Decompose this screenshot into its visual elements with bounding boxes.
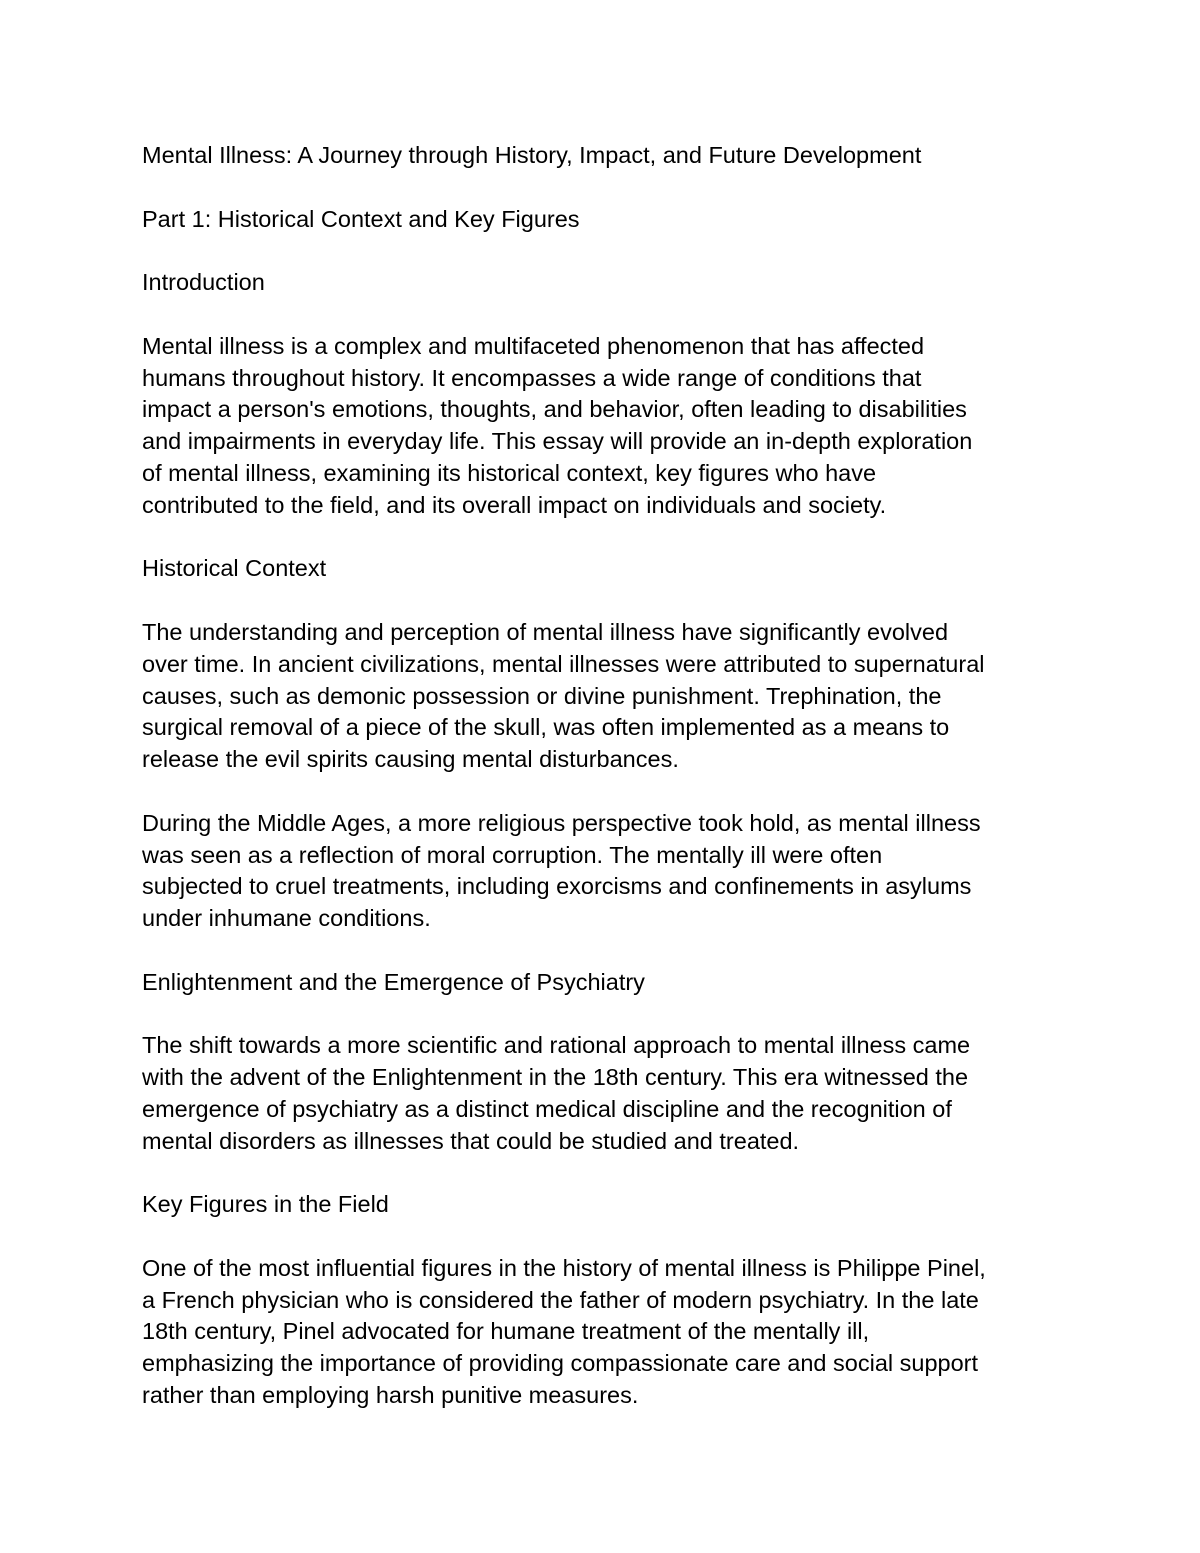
spacer (142, 235, 1082, 267)
paragraph-line: 18th century, Pinel advocated for humane treatment of the mentally ill, (142, 1318, 870, 1345)
paragraph-line: The understanding and perception of mental illness have significantly evolved (142, 618, 949, 645)
spacer (142, 1221, 1082, 1253)
paragraph-line: emergence of psychiatry as a distinct medical discipline and the recognition of (142, 1095, 952, 1122)
spacer (142, 522, 1082, 554)
paragraph-line: emphasizing the importance of providing compassionate care and social support (142, 1350, 979, 1377)
paragraph-line: impact a person's emotions, thoughts, and behavior, often leading to disabilities (142, 396, 967, 423)
paragraph-line: mental disorders as illnesses that could be studied and treated. (142, 1127, 800, 1154)
paragraph-line: contributed to the field, and its overall impact on individuals and society. (142, 491, 887, 518)
spacer (142, 1158, 1082, 1190)
paragraph-line: During the Middle Ages, a more religious perspective took hold, as mental illness (142, 809, 981, 836)
paragraph-line: under inhumane conditions. (142, 905, 431, 932)
paragraph-line: release the evil spirits causing mental disturbances. (142, 746, 679, 773)
paragraph-line: with the advent of the Enlightenment in the 18th century. This era witnessed the (142, 1064, 969, 1091)
spacer (142, 999, 1082, 1031)
document-body (142, 140, 1082, 1412)
paragraph-line: and impairments in everyday life. This essay will provide an in-depth exploration (142, 428, 973, 455)
section-heading-historical-context: Historical Context (142, 555, 327, 582)
spacer (142, 935, 1082, 967)
section-heading-enlightenment: Enlightenment and the Emergence of Psychiatry (142, 968, 645, 995)
paragraph-line: The shift towards a more scientific and rational approach to mental illness came (142, 1032, 971, 1059)
part-heading: Part 1: Historical Context and Key Figures (142, 205, 580, 232)
paragraph-line: a French physician who is considered the father of modern psychiatry. In the late (142, 1286, 979, 1313)
spacer (142, 776, 1082, 808)
spacer (142, 585, 1082, 617)
paragraph-line: surgical removal of a piece of the skull, was often implemented as a means to (142, 714, 950, 741)
paragraph-line: causes, such as demonic possession or divine punishment. Trephination, the (142, 682, 942, 709)
paragraph-line: One of the most influential figures in the history of mental illness is Philippe Pinel, (142, 1254, 986, 1281)
spacer (142, 299, 1082, 331)
paragraph-line: Mental illness is a complex and multifaceted phenomenon that has affected (142, 332, 925, 359)
spacer (142, 172, 1082, 204)
paragraph-line: of mental illness, examining its historical context, key figures who have (142, 459, 877, 486)
paragraph-line: humans throughout history. It encompasses a wide range of conditions that (142, 364, 922, 391)
section-heading-key-figures: Key Figures in the Field (142, 1191, 389, 1218)
paragraph-line: subjected to cruel treatments, including exorcisms and confinements in asylums (142, 873, 972, 900)
section-heading-introduction: Introduction (142, 269, 265, 296)
paragraph-line: was seen as a reflection of moral corruption. The mentally ill were often (142, 841, 883, 868)
paragraph-line: rather than employing harsh punitive measures. (142, 1382, 639, 1409)
document-title: Mental Illness: A Journey through History, Impact, and Future Development (142, 142, 922, 168)
paragraph-line: over time. In ancient civilizations, mental illnesses were attributed to supernatural (142, 650, 985, 677)
